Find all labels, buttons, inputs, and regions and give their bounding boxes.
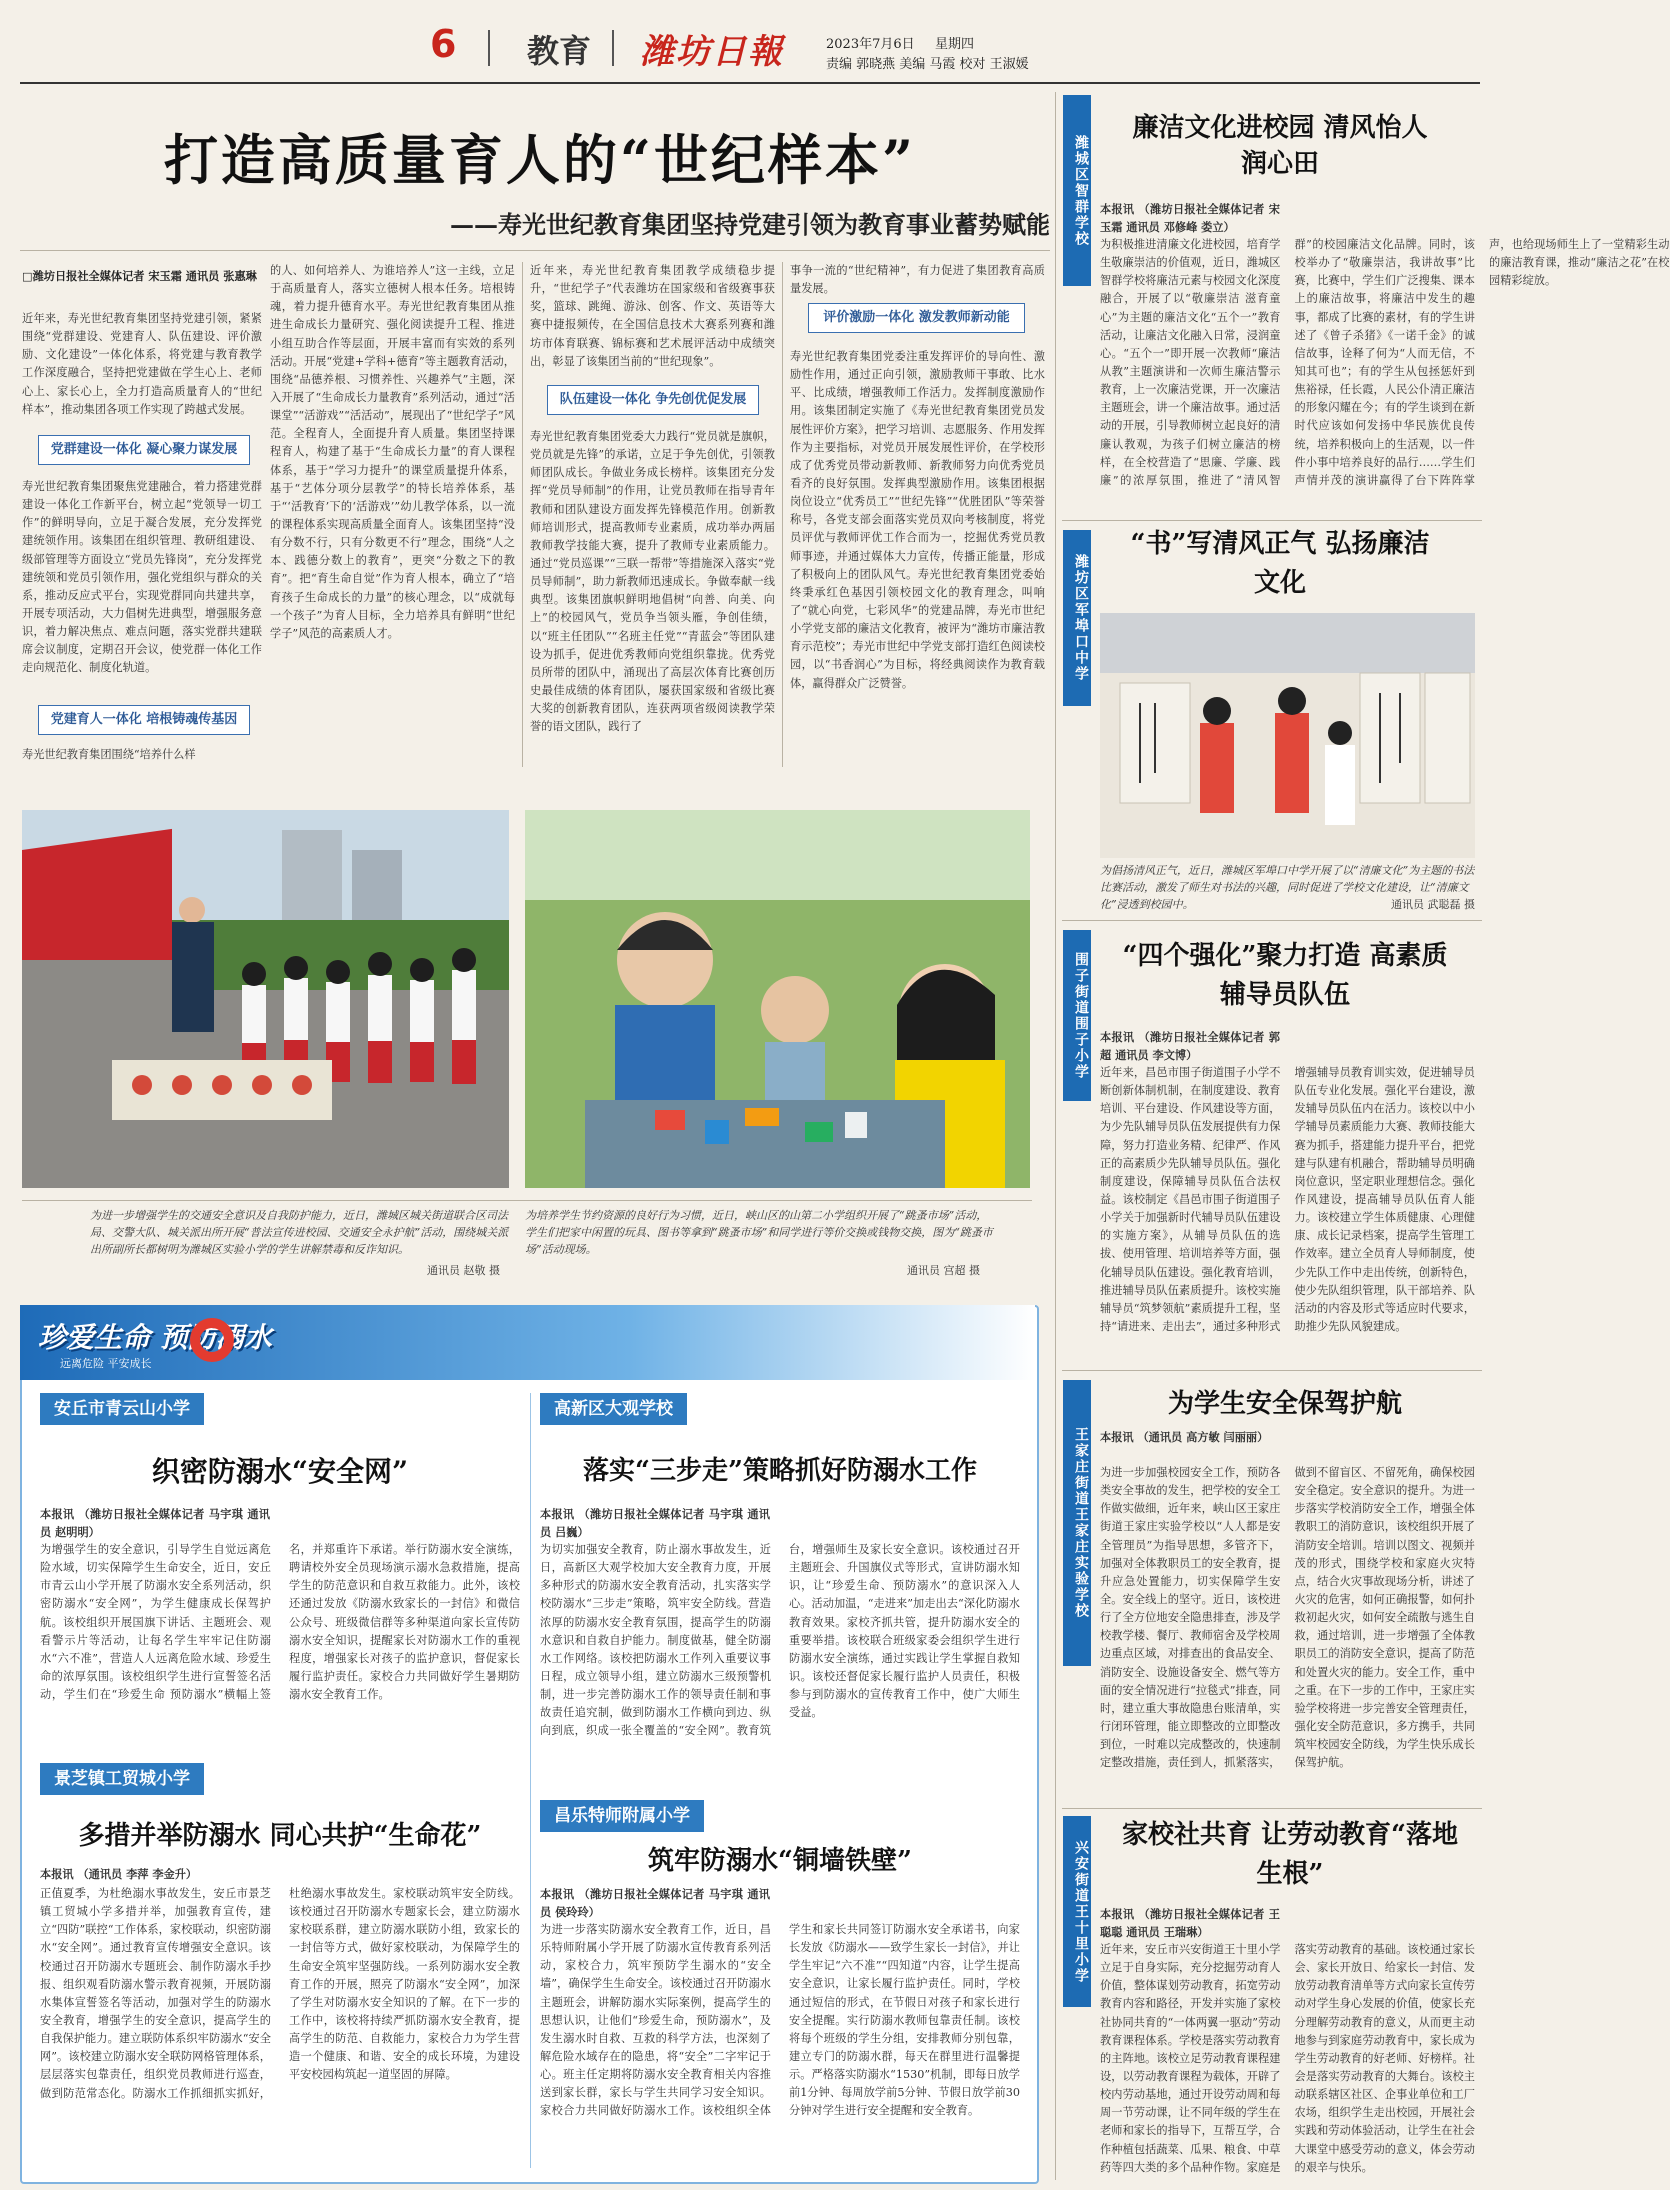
lead-subtitle: ——寿光世纪教育集团坚持党建引领为教育事业蓄势赋能 [450,210,1050,239]
right-rule-3 [1062,1370,1482,1371]
right-rule-1 [1062,520,1482,521]
lead-col1c: 寿光世纪教育集团围绕“培养什么样 [22,748,196,761]
photo1-credit: 通讯员 赵敬 摄 [427,1264,500,1277]
lead-subhead-1: 党群建设一体化 凝心聚力谋发展 [38,435,250,465]
masthead-divider [488,30,490,66]
article4-byline: 本报讯 （潍坊日报社全媒体记者 马宇琪 通讯员 侯玲玲） [540,1887,770,1920]
lifebuoy-icon [190,1318,234,1362]
right-column-rule [1055,92,1056,2180]
lead-col1: 近年来，寿光世纪教育集团坚持党建引领，紧紧围绕“党群建设、党建育人、队伍建设、评价激励、文化建设”一体化体系，将党建与教育教学工作深度融合，坚持把党建做在学生心上、老师心上、家长心上，全力打造高质量育人的“世纪样本”，推动集团各项工作实现了跨越式发展。 [22,312,262,416]
lead-subhead-2: 党建育人一体化 培根铸魂传基因 [38,705,250,735]
right-a3-byline: 本报讯 （潍坊日报社全媒体记者 郭超 通讯员 李文博） [1100,1030,1280,1063]
right-a2-caption: 为倡扬清风正气，近日，潍城区军埠口中学开展了以“清廉文化”为主题的书法比赛活动，激发了师生对书法的兴趣，同时促进了学校文化建设，让“清廉文化”浸透到校园中。 [1100,864,1475,912]
photo-flea-market [525,810,1030,1188]
lead-col1b: 寿光世纪教育集团聚焦党建融合，着力搭建党群建设一体化工作新平台，树立起“党领导一切工作”的鲜明导向，立足于凝合发展，充分发挥党建统领作用。该集团在组织管理、教研组建设、级部管理等方面设立“党员先锋岗”，充分发挥党建统领和党员引领作用，强化党组织与群众的关系，推动反应式平台，实现党群同向共建共享，开展专项活动，大力倡树先进典型，增强服务意识，着力解决焦点、难点问题，落实党群共建联席会议制度，定期召开会议，使党群一体化工作走向规范化、制度化轨道。 [22,480,262,675]
article1-body: 为增强学生的安全意识，引导学生自觉远离危险水域，切实保障学生生命安全，近日，安丘市青云山小学开展了防溺水安全系列活动，织密防溺水“安全网”，为学生健康成长保驾护航。该校组织开展国旗下讲话、主题班会、观看警示片等活动，让每名学生牢牢记住防溺水“六不准”，营造人人远离危险水域、珍爱生命的浓厚氛围。该校组织学生进行宣誓签名活动，学生们在“珍爱生命 预防溺水”横幅上签名，并郑重许下承诺。举行防溺水安全演练，聘请校外安全员现场演示溺水急救措施，提高学生的防范意识和自救互救能力。此外，该校还通过发放《防溺水致家长的一封信》和微信公众号、班级微信群等多种渠道向家长宣传防溺水安全知识，提醒家长对防溺水工作的重视程度，增强家长对孩子的监护意识，督促家长履行监护责任。家校合力共同做好学生暑期防溺水安全教育工作。 [40,1543,520,1702]
photo1-caption: 为进一步增强学生的交通安全意识及自我防护能力，近日，潍城区城关街道联合区司法局、交警大队、城关派出所开展“普法宣传进校园、交通安全永护航”活动，围绕城关派出所副所长都树明为潍城区实验小学的学生讲解禁毒和反诈知识。 [90,1209,509,1257]
right-a5-byline: 本报讯 （潍坊日报社全媒体记者 王聪聪 通讯员 王瑞琳） [1100,1907,1280,1940]
right-a4-body: 为进一步加强校园安全工作，预防各类安全事故的发生，把学校的安全工作做实做细，近年来，峡山区王家庄街道王家庄实验学校以“人人都是安全管理员”为指导思想，多管齐下，加强对全体教职员工的安全教育，提升应急处置能力，切实保障学生安全。安全线上的坚守。近日，该校进行了全方位地安全隐患排查，涉及学校教学楼、餐厅、教师宿舍及学校周边重点区域，对排查出的食品安全、消防安全、设施设备安全、燃气等方面的安全情况进行“拉毯式”排查，同时，建立重大事故隐患台账清单，实行闭环管理，能立即整改的立即整改到位，一时难以完成整改的，快速制定整改措施，责任到人，抓紧落实，做到不留盲区、不留死角，确保校园安全稳定。安全意识的提升。为进一步落实学校消防安全工作，增强全体教职工的消防意识，该校组织开展了消防安全培训。培训以图文、视频并茂的形式，围绕学校和家庭火灾特点，结合火灾事故现场分析，讲述了火灾的危害，如何正确报警，如何扑救初起火灾，如何安全疏散与逃生自救，通过培训，进一步增强了全体教职员工的消防安全意识，提高了防范和处置火灾的能力。安全工作，重中之重。在下一步的工作中，王家庄实验学校将进一步完善安全管理责任，强化安全防范意识，多方携手，共同筑牢校园安全防线，为学生快乐成长保驾护航。 [1100,1466,1475,1770]
weekday: 星期四 [935,37,975,52]
lead-subhead-3: 队伍建设一体化 争先创优促发展 [547,385,759,415]
rail-school-2: 潍坊区军埠口中学 [1063,530,1091,706]
article2-title: 落实“三步走”策略抓好防溺水工作 [583,1456,977,1486]
rail-school-3: 围子街道围子小学 [1063,930,1091,1101]
flea-market-illustration [525,810,1030,1188]
article4-title: 筑牢防溺水“铜墙铁壁” [648,1846,912,1876]
lead-col4a: 事争一流的“世纪精神”，有力促进了集团教育高质量发展。 [790,264,1045,296]
lead-col4: 寿光世纪教育集团党委注重发挥评价的导向性、激励性作用，通过正向引领，激励教师干事敢、比水平、比成绩，增强教师工作活力。发挥制度激励作用。该集团制定实施了《寿光世纪教育集团党员发展性评价方案》，把学习培训、志愿服务、作用发挥作为主要指标，对党员开展发展性评价，在学校形成了优秀党员带动新教师、新教师努力向优秀党员看齐的良好氛围。发挥典型激励作用。该集团根据岗位设立“优秀员工”“世纪先锋”“优胜团队”等荣誉称号，各党支部会面落实党员双向考核制度，将党员评优与教师评优工作合而为一，挖掘优秀党员教师事迹，并通过媒体大力宣传，传播正能量，形成了积极向上的团队风气。寿光世纪教育集团党委始终秉承红色基因引领校园文化的教育理念，叫响了“就心向党，七彩风华”的党建品牌，寿光市世纪小学党支部的廉洁文化教育，被评为“潍坊市廉洁教育示范校”；寿光市世纪中学党支部打造红色阅读校园，以“书香润心”为目标，将经典阅读作为教育载体，赢得群众广泛赞誉。 [790,350,1045,690]
right-a3-title: “四个强化”聚力打造 高素质辅导员队伍 [1122,941,1448,1010]
article3-byline: 本报讯 （通讯员 李萍 李金升） [40,1867,198,1881]
drowning-banner-sub: 远离危险 平安成长 [60,1357,152,1370]
lead-byline: □潍坊日报社全媒体记者 宋玉霜 通讯员 张惠琳 [22,269,257,283]
right-a3-body: 近年来，昌邑市围子街道围子小学不断创新体制机制，在制度建设、教育培训、平台建设、作风建设等方面，为少先队辅导员队伍发展提供有力保障，努力打造业务精、纪律严、作风正的高素质少先队辅导员队伍。强化制度建设，保障辅导员队伍合法权益。该校制定《昌邑市围子街道围子小学关于加强新时代辅导员队伍建设的实施方案》，从辅导员队伍的选拔、使用管理、培训培养等方面，强化辅导员队伍建设。强化教育培训，推进辅导员队伍素质提升。该校实施辅导员“筑梦领航”素质提升工程，坚持“请进来、走出去”，通过多种形式增强辅导员教育训实效，促进辅导员队伍专业化发展。强化平台建设，激发辅导员队伍内在活力。该校以中小学辅导员素质能力大赛、教师技能大赛为抓手，搭建能力提升平台，把党建与队建有机融合，帮助辅导员明确岗位意识，坚定职业理想信念。强化作风建设，提高辅导员队伍育人能力。该校建立学生体质健康、心理健康、成长记录档案，提高学生管理工作效率。建立全员育人导师制度，使少先队工作中走出传统，创新特色，使少先队组织管理，队干部培养、队活动的内容及形式等适应时代要求，助推少先队风貌建成。 [1100,1066,1475,1333]
date: 2023年7月6日 [826,37,915,52]
tab-school-1: 安丘市青云山小学 [40,1393,204,1425]
right-a4-byline: 本报讯 （通讯员 高方敏 闫丽丽） [1100,1430,1269,1444]
drowning-banner-title: 珍爱生命 预防溺水 [38,1321,272,1354]
col-rule-3 [782,262,783,767]
tab-school-4: 昌乐特师附属小学 [540,1800,704,1832]
photo-caption-rule [22,1200,1032,1201]
article3-body: 正值夏季，为杜绝溺水事故发生，安丘市景芝镇工贸城小学多措并举，加强教育宣传，建立“四防”联控“工作体系，家校联动，织密防溺水“安全网”。通过教育宣传增强安全意识。该校通过召开防溺水专题班会、制作防溺水手抄报、组织观看防溺水警示教育视频，开展防溺水集体宣誓签名等活动，加强对学生的防溺水安全教育，增强学生的安全意识，提高学生的自我保护能力。建立联防体系织牢防溺水“安全网”。该校建立防溺水安全联防网格管理体系，层层落实包靠责任，组织党员教师进行巡查，做到防范常态化。防溺水工作抓细抓实抓好，杜绝溺水事故发生。家校联动筑牢安全防线。该校通过召开防溺水专题家长会，建立防溺水家校联系群，建立防溺水联防小组，致家长的一封信等方式，做好家校联动，为保障学生的生命安全筑牢坚强防线。一系列防溺水安全教育工作的开展，照亮了防溺水“安全网”，加深了学生对防溺水安全知识的了解。在下一步的工作中，该校将持续严抓防溺水安全教育，提高学生的防范、自救能力，家校合力为学生营造一个健康、和谐、安全的成长环境，为建设平安校园构筑起一道坚固的屏障。 [40,1887,520,2100]
article2-byline: 本报讯 （潍坊日报社全媒体记者 马宇琪 通讯员 吕巍） [540,1507,770,1540]
right-a1-byline: 本报讯 （潍坊日报社全媒体记者 宋玉霜 通讯员 邓修峰 娄立） [1100,202,1280,235]
drowning-mid-rule [530,1393,531,2168]
right-rule-4 [1062,1808,1482,1809]
article1-title: 织密防溺水“安全网” [151,1455,409,1488]
rail-school-4: 王家庄街道王家庄实验学校 [1063,1380,1091,1666]
article1-byline: 本报讯 （潍坊日报社全媒体记者 马宇琪 通讯员 赵明明） [40,1507,270,1540]
tab-school-2: 高新区大观学校 [540,1393,687,1425]
article2-body: 为切实加强安全教育，防止溺水事故发生，近日，高新区大观学校加大安全教育力度，开展多种形式的防溺水安全教育活动，扎实落实学校防溺水“三步走”策略，筑牢安全防线。营造浓厚的防溺水安全教育氛围，提高学生的防溺水意识和自救自护能力。制度做基，健全防溺水工作网络。该校把防溺水工作列入重要议事日程，成立领导小组，建立防溺水三级预警机制，进一步完善防溺水工作的领导责任制和事故责任追究制，做到防溺水工作横向到边、纵向到底，织成一张全覆盖的“安全网”。教育筑台，增强师生及家长安全意识。该校通过召开主题班会、升国旗仪式等形式，宣讲防溺水知识，让“珍爱生命、预防溺水”的意识深入人心。活动加温，“走进来”加走出去“深化防溺水教育效果。家校齐抓共管，提升防溺水安全的重要举措。该校联合班级家委会组织学生进行防溺水安全演练，通过实践让学生掌握自救知识。该校还督促家长履行监护人员责任，积极参与到防溺水的宣传教育工作中，使广大师生受益。 [540,1543,1020,1738]
lead-col3: 近年来，寿光世纪教育集团教学成绩稳步提升，“世纪学子”代表潍坊在国家级和省级赛事获奖，篮球、跳绳、游泳、创客、作文、英语等大赛中捷报频传，在全国信息技术大赛系列赛和潍坊市体育联赛、锦标赛和艺术展评活动中成绩突出，彰显了该集团当前的“世纪现象”。 [530,264,775,368]
lead-title: 打造高质量育人的“世纪样本” [163,128,917,192]
right-a2-title: “书”写清风正气 弘扬廉洁文化 [1130,529,1430,598]
right-a2-credit: 通讯员 武聪磊 摄 [1391,898,1475,911]
photo2-credit: 通讯员 宫超 摄 [907,1264,980,1277]
calligraphy-illustration [1100,613,1475,858]
traffic-safety-illustration [22,810,509,1188]
col-rule-2 [522,262,523,767]
right-a1-title: 廉洁文化进校园 清风怡人润心田 [1132,113,1428,180]
paper-logo: 潍坊日報 [640,32,784,72]
article4-body: 为进一步落实防溺水安全教育工作，近日，昌乐特师附属小学开展了防溺水宣传教育系列活动，家校合力，筑牢预防学生溺水的“安全墙”，确保学生生命安全。该校通过召开防溺水主题班会，讲解防溺水实际案例，提高学生的思想认识，让他们“珍爱生命，预防溺水”，及发生溺水时自救、互救的科学方法，也深刻了解危险水域存在的隐患，将“安全”二字牢记于心。班主任定期将防溺水安全教育相关内容推送到家长群，家长与学生共同学习安全知识。家校合力共同做好防溺水工作。该校组织全体学生和家长共同签订防溺水安全承诺书，向家长发放《防溺水——致学生家长一封信》，并让学生牢记“六不准”“四知道”内容，让学生提高安全意识，让家长履行监护责任。同时，学校通过短信的形式，在节假日对孩子和家长进行安全提醒。实行防溺水教师包靠责任制。该校将每个班级的学生分组，安排教师分别包靠，建立专门的防溺水群，每天在群里进行温馨提示。严格落实防溺水“1530”机制，即每日放学前1分钟、每周放学前5分钟、节假日放学前30分钟对学生进行安全提醒和安全教育。 [540,1923,1020,2118]
masthead-rule [20,82,1480,84]
lead-subhead-4: 评价激励一体化 激发教师新动能 [808,303,1025,333]
right-a4-title: 为学生安全保驾护航 [1167,1389,1402,1419]
rail-school-5: 兴安街道王十里小学 [1063,1816,1091,2007]
page-number: 6 [430,22,457,66]
photo-calligraphy [1100,613,1475,858]
photo-traffic-safety [22,810,509,1188]
article3-title: 多措并举防溺水 同心共护“生命花” [78,1821,482,1851]
right-rule-2 [1062,920,1482,921]
lead-col3b: 寿光世纪教育集团党委大力践行“党员就是旗帜，党员就是先锋”的承诺，立足于争先创优，引领教师团队成长。争做业务成长榜样。该集团充分发挥“党员导师制”的作用，让党员教师在指导青年教师和团队建设方面发挥先锋模范作用。创新教师培训形式，提高教师专业素质，成功举办两届教师教学技能大赛，提升了教师专业素质能力。通过“党员巡课”“三联一帮带”等措施深入落实“党员导师制”，助力新教师迅速成长。争做奉献一线典型。该集团旗帜鲜明地倡树“向善、向美、向上”的校园风气，党员争当领头雁，争创佳绩，以“班主任团队”“名班主任党”“青蓝会”等团队建设为抓手，促进优秀教师向党组织靠拢。优秀党员所带的团队中，涌现出了高层次体育比赛创历史最佳成绩的体育团队，屡获国家级和省级比赛大奖的创新教育团队，连获两项省级阅读教学荣誉的语文团队，践行了 [530,430,775,734]
section-name: 教育 [527,32,592,70]
photo2-caption: 为培养学生节约资源的良好行为习惯，近日，峡山区的山第二小学组织开展了“跳蚤市场”活动，学生们把家中闲置的玩具、图书等拿到“跳蚤市场”和同学进行等价交换或钱物交换，图为“跳蚤市场”活动现场。 [525,1209,993,1257]
masthead [0,0,1500,78]
right-a1-body: 为积极推进清廉文化进校园，培育学生敬廉崇洁的价值观，近日，潍城区智群学校将廉洁元素与校园文化深度融合，开展了以“敬廉崇洁 滋育童心”为主题的廉洁文化“五个一”教育活动，让廉洁文化融入日常，浸润童心。“五个一”即开展一次教师“廉洁从教”主题演讲和一次师生廉洁警示教育，上一次廉洁党课，开一次廉洁主题班会，讲一个廉洁故事。通过活动的开展，引导教师树立起良好的清廉认教观，为孩子们树立廉洁的榜样，在全校营造了“思廉、学廉、践廉”的浓厚氛围，推进了“清风智群”的校园廉洁文化品牌。同时，该校举办了“敬廉崇洁，我讲故事”比赛，比赛中，学生们广泛搜集、课本上的廉洁故事，将廉洁中发生的趣事，都成了比赛的素材，有的学生讲述了《曾子杀猪》《一诺千金》的诚信故事，诠释了何为“人而无信，不知其可也”；有的学生从包拯惩奸到焦裕禄，任长霞，人民公仆清正廉洁的形象闪耀在今；有的学生谈到在新时代应该如何发扬中华民族优良传统，培养积极向上的生活观，以一件件小事中培养良好的品行……学生们声情并茂的演讲赢得了台下阵阵掌声，也给现场师生上了一堂精彩生动的廉洁教育课，推动“廉洁之花”在校园精彩绽放。 [1100,238,1670,487]
masthead-divider-2 [612,30,614,66]
lead-col2: 的人、如何培养人、为谁培养人”这一主线，立足于高质量育人，落实立德树人根本任务。培根铸魂，着力提升德育水平。寿光世纪教育集团从推进生命成长力量研究、强化阅读提升工程、推进小组互助合作等层面，开展丰富而有实效的系列活动。开展“党建+学科+德育”等主题教育活动，围绕“品德养根、习惯养性、兴趣养气”主题，深入开展了“生命成长力量教育”系列活动，通过“活课堂”“活游戏”“活活动”，展现出了“世纪学子”风范。全程育人，全面提升育人质量。集团坚持课程育人，构建了基于“生命成长力量”的育人课程体系，基于“学习力提升”的课堂质量提升体系，基于“艺体分项分层教学”的特长培养体系，基于“‘活教育’下的‘活游戏’”幼儿教学体系，以一流的课程体系实现高质量全面育人。该集团坚持“没有分数不行，只有分数更不行”理念，围绕“人之本、践德分数上的教育”，更突“分数之下的教育”。把“育生命自觉”作为育人根本，确立了“培育孩子生命成长的力量”的核心理念，以“成就每一个孩子”为育人目标，全力培养具有鲜明“世纪学子”风范的高素质人才。 [270,264,515,640]
right-a5-title: 家校社共育 让劳动教育“落地生根” [1121,1820,1458,1889]
tab-school-3: 景芝镇工贸城小学 [40,1763,204,1795]
rail-school-1: 潍城区智群学校 [1063,95,1091,286]
lead-top-rule [20,250,1050,251]
staff-line: 责编 郭晓燕 美编 马霞 校对 王淑媛 [826,57,1029,72]
right-a5-body: 近年来，安丘市兴安街道王十里小学立足于自身实际，充分挖掘劳动育人价值，整体谋划劳动教育，拓宽劳动教育内容和路径，开发并实施了家校社协同共育的“一体两翼一驱动”劳动教育课程体系。学校是落实劳动教育的主阵地。该校立足劳动教育课程建设，以劳动教育课程为载体，开辟了校内劳动基地，通过开设劳动周和每周一节劳动课，让不同年级的学生在老师和家长的指导下，互帮互学，合作种植包括蔬菜、瓜果、粮食、中草药等四大类的多个品种作物。家庭是落实劳动教育的基础。该校通过家长会、家长开放日、给家长一封信、发放劳动教育清单等方式向家长宣传劳动对学生身心发展的价值，使家长充分理解劳动教育的意义，从而更主动地参与到家庭劳动教育中，家长成为学生劳动教育的好老师、好榜样。社会是落实劳动教育的大舞台。该校主动联系辖区社区、企事业单位和工厂农场，组织学生走出校园，开展社会实践和劳动体验活动，让学生在社会大课堂中感受劳动的意义，体会劳动的艰辛与快乐。 [1100,1943,1475,2174]
